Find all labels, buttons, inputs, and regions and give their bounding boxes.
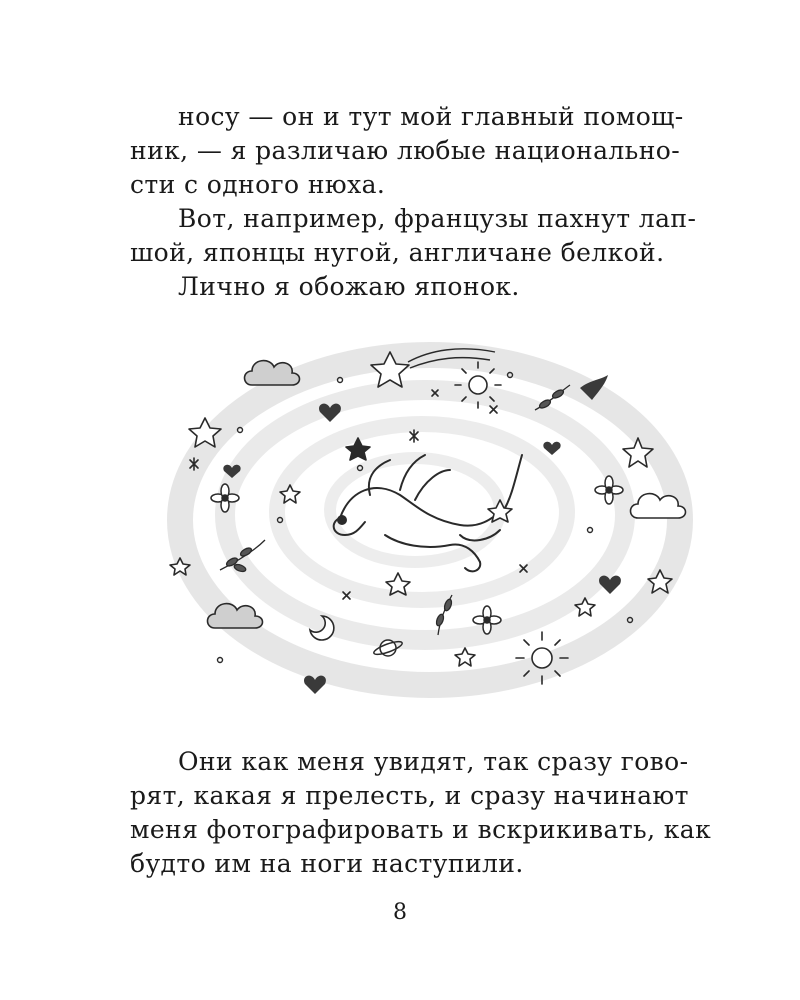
text-line: рят, какая я прелесть, и сразу начинают [130,781,689,810]
starry-swirl-illustration [160,330,700,710]
page-number: 8 [393,900,407,925]
bottom-text-block [130,745,712,881]
text-line: меня фотографировать и вскрикивать, как [130,815,712,844]
heart-icon [543,442,560,455]
text-line: Лично я обожаю японок. [178,272,520,301]
sun-icon [516,632,568,684]
cloud-icon [245,361,300,385]
swirl-background [180,355,680,685]
text-line: носу — он и тут мой главный помощ- [178,102,684,131]
text-line: Они как меня увидят, так сразу гово- [178,747,689,776]
text-line: ник, — я различаю любые национально- [130,136,681,165]
star-icon [455,648,475,666]
text-line: сти с одного нюха. [130,170,386,199]
text-line: будто им на ноги наступили. [130,849,524,878]
text-line: шой, японцы нугой, англичане белкой. [130,238,665,267]
text-line: Вот, например, французы пахнут лап- [178,204,697,233]
top-text-block [130,100,697,304]
